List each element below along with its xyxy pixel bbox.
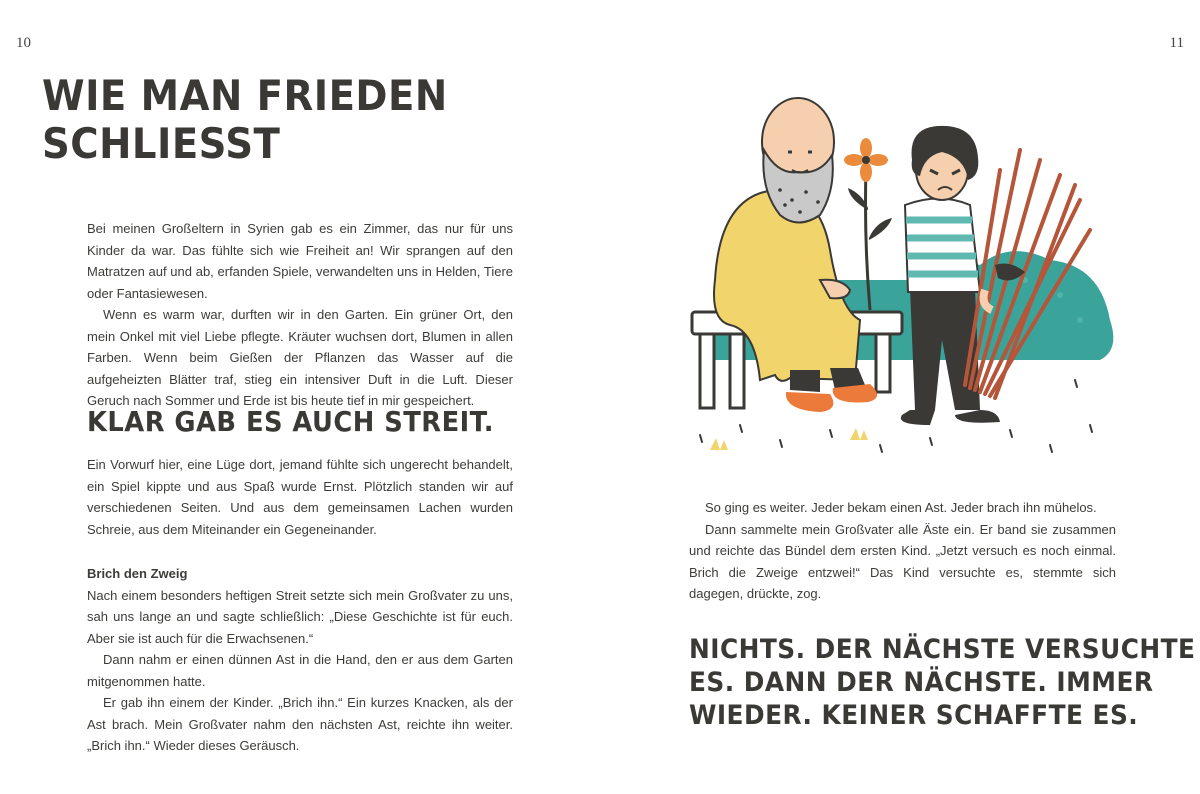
paragraph: Ein Vorwurf hier, eine Lüge dort, jemand fühlte sich ungerecht behandelt, ein Spiel kippte und aus Spaß wurde Ernst. Plötzlich standen wir auf verschiedenen Seiten. Und aus dem gemeinsamen Lachen wurden Schreie, aus dem Miteinander ein Gegeneinander.: [87, 457, 513, 537]
page-number-right: 11: [1169, 35, 1184, 51]
story-section: [87, 563, 513, 757]
paragraph: Nach einem besonders heftigen Streit setzte sich mein Großvater zu uns, sah uns lange an und sagte schließlich: „Diese Geschichte ist für euch. Aber sie ist auch für die Erwachsenen.“: [87, 587, 513, 646]
intro-text: [87, 218, 513, 412]
pull-quote-line: NICHTS. DER NÄCHSTE VERSUCHTE: [689, 634, 1196, 665]
chapter-title-line-2: SCHLIESST: [42, 119, 281, 168]
continuation-text: [689, 497, 1116, 605]
chapter-title-line-1: WIE MAN FRIEDEN: [42, 71, 448, 120]
paragraph: Bei meinen Großeltern in Syrien gab es ein Zimmer, das nur für uns Kinder da war. Das fühlte sich wie Freiheit an! Wir sprangen auf den Matratzen auf und ab, erfanden Spiele, verwandelten uns in Helden, Tiere oder Fantasiewesen.: [87, 221, 513, 301]
paragraph: Dann nahm er einen dünnen Ast in die Hand, den er aus dem Garten mitgenommen hatte.: [87, 652, 513, 689]
paragraph: Dann sammelte mein Großvater alle Äste ein. Er band sie zusammen und reichte das Bündel dem ersten Kind. „Jetzt versuch es noch einmal. Brich die Zweige entzwei!“ Das Kind versuchte es, stemmte sich dagegen, drückte, zog.: [689, 521, 1116, 601]
paragraph: So ging es weiter. Jeder bekam einen Ast. Jeder brach ihn mühelos.: [705, 500, 1097, 515]
paragraph: Er gab ihn einem der Kinder. „Brich ihn.“ Ein kurzes Knacken, als der Ast brach. Mein Großvater nahm den nächsten Ast, reichte ihn weiter. „Brich ihn.“ Wieder dieses Geräusch.: [87, 695, 513, 753]
pull-quote-line: WIEDER. KEINER SCHAFFTE ES.: [689, 700, 1139, 731]
pull-quote-line: ES. DANN DER NÄCHSTE. IMMER: [689, 667, 1154, 698]
grass-tuft: [710, 438, 728, 450]
grandfather-and-boy-illustration: [680, 80, 1130, 470]
section-label: Brich den Zweig: [87, 566, 188, 581]
conflict-text: [87, 454, 513, 540]
grass-tuft: [850, 428, 868, 440]
paragraph: Wenn es warm war, durften wir in den Garten. Ein grüner Ort, den mein Onkel mit viel Liebe pflegte. Kräuter wuchsen dort, Blumen in allen Farben. Wenn beim Gießen der Pflanzen das Wasser auf die aufgeheizten Blätter traf, stieg ein intensiver Duft in die Luft. Dieser Geruch nach Sommer und Erde ist bis heute tief in mir gespeichert.: [87, 307, 513, 408]
pull-quote: [689, 633, 1195, 732]
subheading: KLAR GAB ES AUCH STREIT.: [87, 405, 495, 438]
page-number-left: 10: [16, 35, 31, 51]
